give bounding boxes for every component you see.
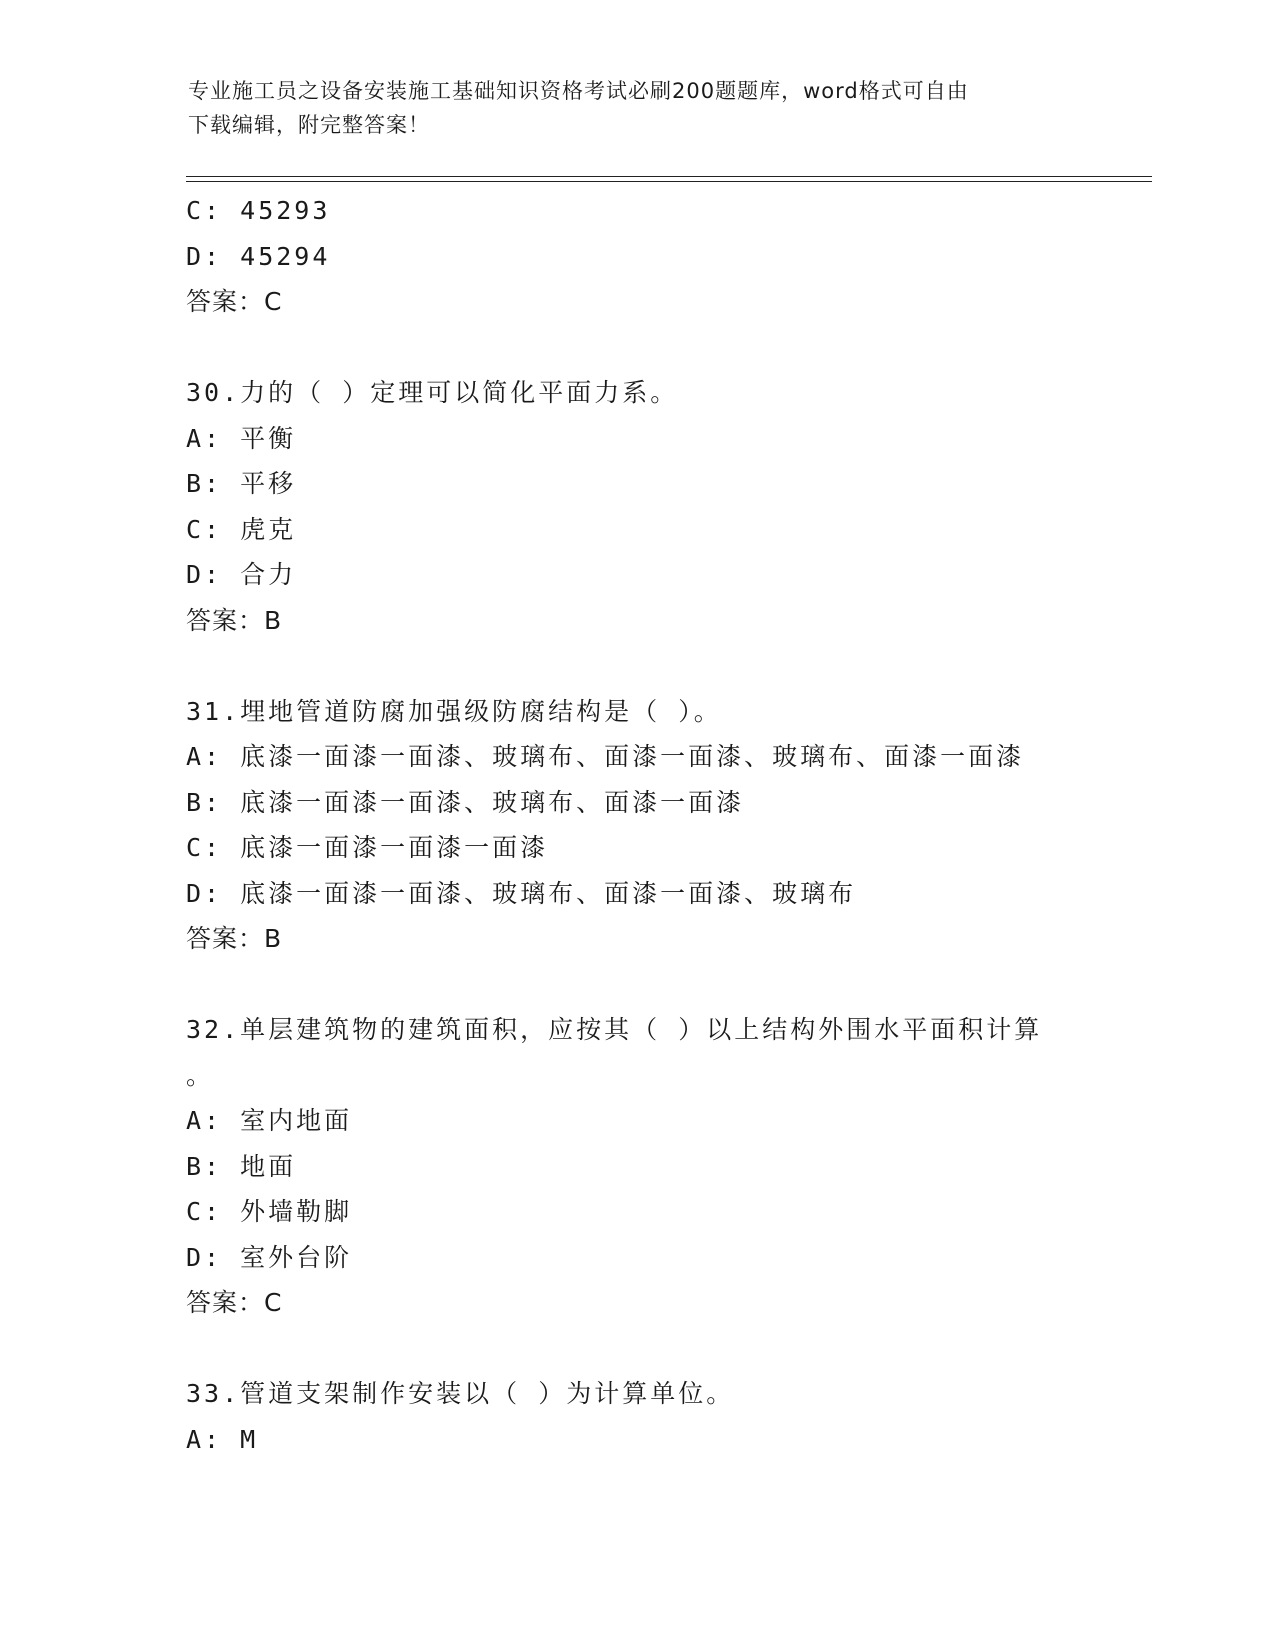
option-d: D: 室外台阶 [186,1242,353,1272]
question-31 [186,689,1086,962]
option-b: B: 地面 [186,1151,297,1181]
question-text: 32.单层建筑物的建筑面积，应按其（ ）以上结构外围水平面积计算 [186,1015,1043,1044]
spacer [186,325,1086,371]
option-a: A: 室内地面 [186,1106,353,1135]
question-text-continuation: 。 [186,1060,215,1090]
option-d: D: 合力 [186,560,297,589]
question-text: 33.管道支架制作安装以（ ）为计算单位。 [186,1379,735,1408]
spacer [186,962,1086,1008]
option-a: A: 底漆一面漆一面漆、玻璃布、面漆一面漆、玻璃布、面漆一面漆 [186,742,1025,771]
prev-answer: 答案：C [186,287,283,316]
header-rule-bottom [186,181,1152,182]
question-text: 30.力的（ ）定理可以简化平面力系。 [186,378,679,407]
header-line-1: 专业施工员之设备安装施工基础知识资格考试必刷200题题库，word格式可自由 [188,79,969,103]
spacer [186,643,1086,689]
answer: 答案：B [186,605,283,635]
option-b: B: 平移 [186,469,297,498]
page-header [188,74,1068,142]
option-a: A: 平衡 [186,423,297,453]
question-content [186,188,1086,1462]
question-text: 31.埋地管道防腐加强级防腐结构是（ ）。 [186,696,722,726]
prev-option-c: C: 45293 [186,196,331,225]
header-line-2: 下载编辑，附完整答案！ [188,113,430,137]
prev-option-d: D: 45294 [186,241,331,271]
question-30 [186,370,1086,643]
option-a: A: M [186,1424,259,1454]
header-rule-top [186,176,1152,177]
option-d: D: 底漆一面漆一面漆、玻璃布、面漆一面漆、玻璃布 [186,878,857,908]
option-c: C: 外墙勒脚 [186,1197,353,1226]
spacer [186,1326,1086,1372]
question-32 [186,1007,1086,1326]
option-c: C: 虎克 [186,514,297,544]
option-b: B: 底漆一面漆一面漆、玻璃布、面漆一面漆 [186,787,745,817]
option-c: C: 底漆一面漆一面漆一面漆 [186,833,549,862]
answer: 答案：C [186,1288,283,1317]
answer: 答案：B [186,924,283,953]
question-33 [186,1371,1086,1462]
